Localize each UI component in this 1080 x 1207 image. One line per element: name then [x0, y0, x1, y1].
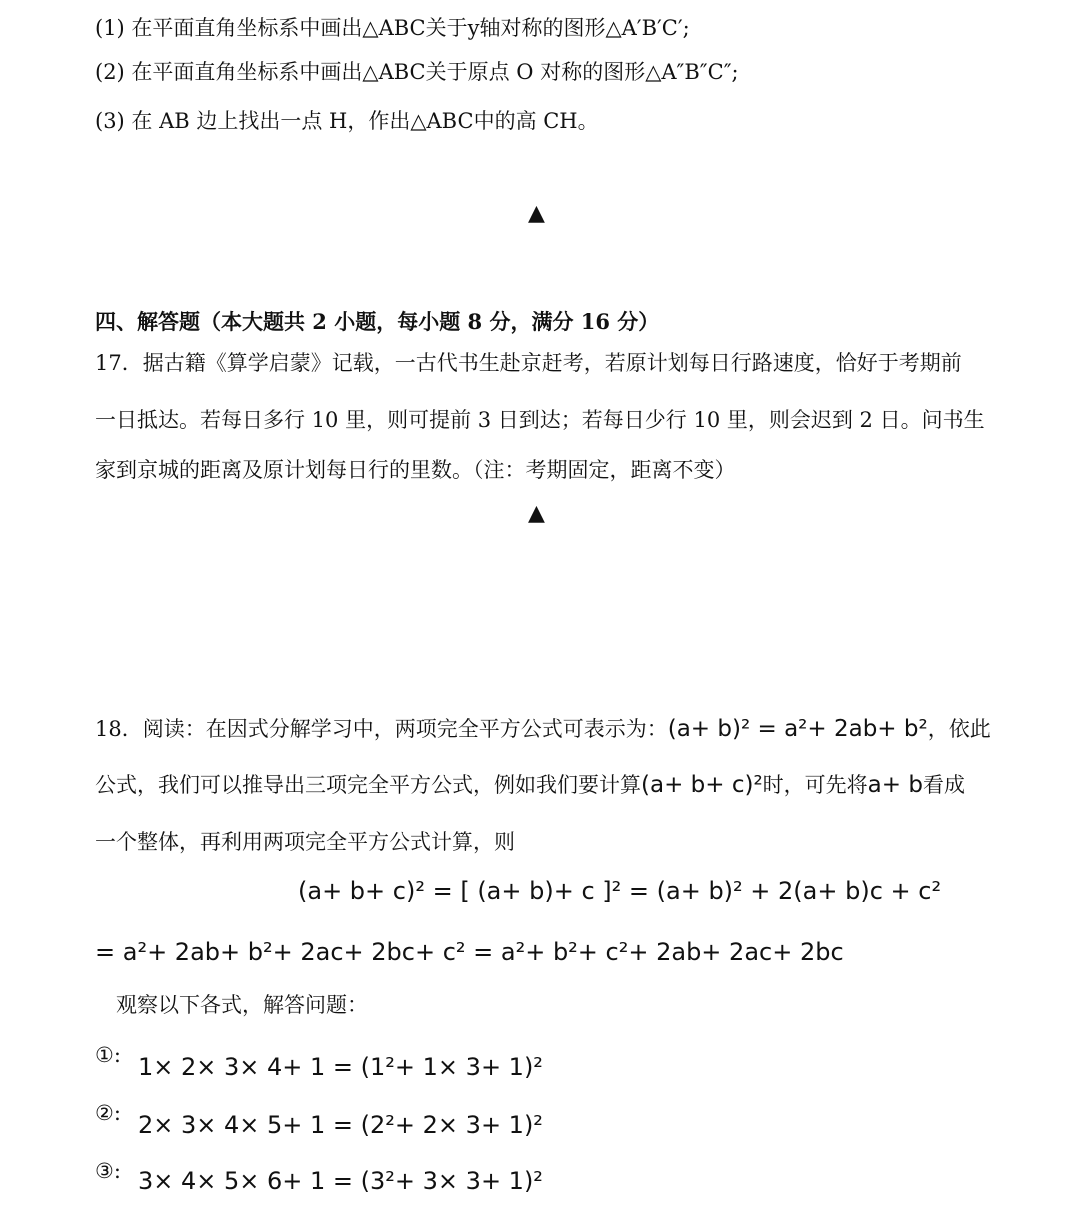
formula-two-term-square: (a+ b)² = a²+ 2ab+ b²	[667, 716, 928, 742]
item-marker: ②:	[95, 1101, 121, 1125]
observe-instruction: 观察以下各式，解答问题：	[116, 993, 368, 1017]
q18-line-1	[95, 714, 991, 744]
section-heading: 四、解答题（本大题共 2 小题，每小题 8 分，满分 16 分）	[95, 309, 660, 334]
pattern-equation-2: 2× 3× 4× 5+ 1 = (2²+ 2× 3+ 1)²	[138, 1111, 543, 1139]
q18-text: 时，可先将	[762, 773, 868, 797]
item-marker: ③:	[95, 1159, 121, 1183]
q18-text: 公式，我们可以推导出三项完全平方公式，例如我们要计算	[95, 773, 641, 797]
item-marker: ①:	[95, 1043, 121, 1067]
q18-text: 18．阅读：在因式分解学习中，两项完全平方公式可表示为：	[95, 717, 668, 741]
formula-three-term: (a+ b+ c)²	[641, 772, 763, 798]
answer-placeholder-mark: ▲	[528, 201, 545, 226]
question-part-2: (2) 在平面直角坐标系中画出△ABC关于原点 O 对称的图形△A″B″C″;	[95, 60, 739, 84]
q17-line-2: 一日抵达。若每日多行 10 里，则可提前 3 日到达；若每日少行 10 里，则会迟到 2 日。问书生	[95, 408, 985, 432]
question-part-1: (1) 在平面直角坐标系中画出△ABC关于y轴对称的图形△A′B′C′;	[95, 16, 690, 40]
q18-text: ，依此	[927, 717, 991, 741]
answer-placeholder-mark: ▲	[528, 501, 545, 526]
q18-text: 看成	[922, 773, 965, 797]
q18-line-2	[95, 770, 965, 800]
pattern-equation-3: 3× 4× 5× 6+ 1 = (3²+ 3× 3+ 1)²	[138, 1167, 543, 1195]
q17-line-3: 家到京城的距离及原计划每日行的里数。（注：考期固定，距离不变）	[95, 458, 736, 482]
formula-sum: a+ b	[867, 772, 923, 798]
pattern-equation-1: 1× 2× 3× 4+ 1 = (1²+ 1× 3+ 1)²	[138, 1053, 543, 1081]
q17-line-1: 17．据古籍《算学启蒙》记载，一古代书生赴京赶考，若原计划每日行路速度，恰好于考期前	[95, 351, 962, 375]
derivation-equation-1: (a+ b+ c)² = [ (a+ b)+ c ]² = (a+ b)² + 2(a+ b)c + c²	[298, 877, 942, 905]
question-part-3: (3) 在 AB 边上找出一点 H，作出△ABC中的高 CH。	[95, 109, 599, 133]
derivation-equation-2: = a²+ 2ab+ b²+ 2ac+ 2bc+ c² = a²+ b²+ c²+ 2ab+ 2ac+ 2bc	[95, 938, 844, 966]
q18-line-3: 一个整体，再利用两项完全平方公式计算，则	[95, 830, 515, 854]
